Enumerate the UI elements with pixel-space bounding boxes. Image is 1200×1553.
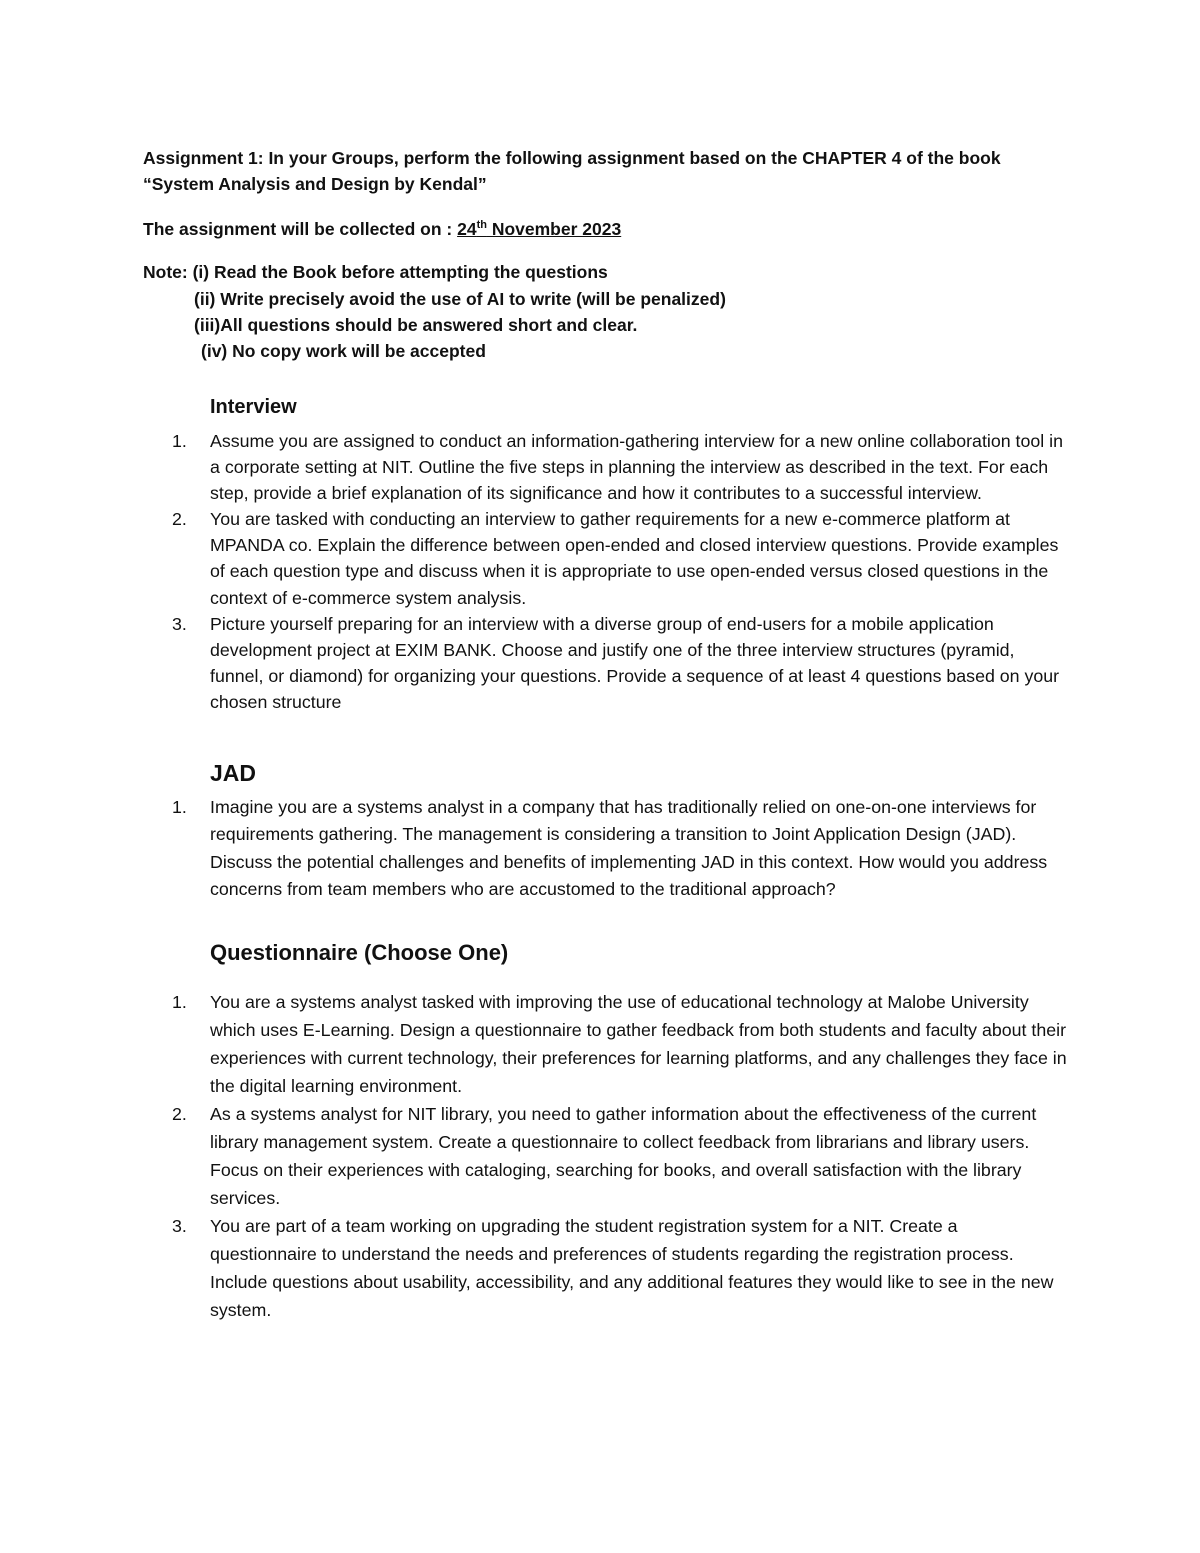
note-4: (iv) No copy work will be accepted	[201, 341, 486, 361]
collection-date-day: 24	[457, 219, 477, 239]
collection-date-rest: November 2023	[486, 219, 622, 239]
list-item	[172, 988, 1067, 1100]
note-3: (iii)All questions should be answered short and clear.	[194, 315, 638, 335]
list-item-number: 2.	[172, 509, 187, 530]
list-item	[172, 428, 1067, 506]
note-2: (ii) Write precisely avoid the use of AI to write (will be penalized)	[194, 289, 726, 309]
list-item	[172, 794, 1067, 904]
list-item-text: Assume you are assigned to conduct an information-gathering interview for a new online collaboration tool in a corporate setting at NIT. Outline the five steps in planning the interview as described in the text. For each step, provide a brief explanation of its significance and how it contributes to a successful interview.	[210, 431, 1064, 504]
list-item	[172, 506, 1067, 610]
list-item-number: 1.	[172, 431, 187, 451]
list-item	[172, 611, 1067, 715]
section-heading-interview: Interview	[210, 396, 297, 418]
list-item-number: 1.	[172, 797, 187, 817]
section-heading-jad: JAD	[210, 760, 257, 786]
list-item	[172, 1100, 1067, 1212]
section-heading-questionnaire: Questionnaire (Choose One)	[210, 940, 509, 965]
list-item-text: You are tasked with conducting an interview to gather requirements for a new e-commerce platform at MPANDA co. Explain the difference between open-ended and closed interview questions. Provide examples of each question type and discuss when it is appropriate to use open-ended versus closed questions in the context of e-commerce system analysis.	[210, 509, 1059, 608]
note-1: Note: (i) Read the Book before attempting the questions	[143, 262, 608, 282]
list-item	[172, 1212, 1067, 1324]
interview-question-list	[172, 428, 1067, 715]
list-item-number: 1.	[172, 992, 187, 1012]
collection-date-suffix: th	[476, 219, 487, 232]
list-item-number: 3.	[172, 613, 187, 634]
list-item-number: 3.	[172, 1216, 187, 1236]
assignment-title	[143, 145, 1083, 197]
list-item-number: 2.	[172, 1104, 187, 1124]
questionnaire-question-list	[172, 988, 1067, 1324]
list-item-text: Imagine you are a systems analyst in a company that has traditionally relied on one-on-one interviews for requirements gathering. The management is considering a transition to Joint Application Design (JAD). Discuss the potential challenges and benefits of implementing JAD in this context. How would you address concerns from team members who are accustomed to the traditional approach?	[210, 797, 1048, 900]
assignment-title-line1: Assignment 1: In your Groups, perform the following assignment based on the CHAPTER 4 of the book	[143, 148, 1001, 168]
list-item-text: You are part of a team working on upgrading the student registration system for a NIT. Create a questionnaire to understand the needs and preferences of students regarding the registration process. Include questions about usability, accessibility, and any additional features they would like to see in the new system.	[210, 1216, 1054, 1320]
list-item-text: As a systems analyst for NIT library, you need to gather information about the effectiveness of the current library management system. Create a questionnaire to collect feedback from librarians and library users. Focus on their experiences with cataloging, searching for books, and overall satisfaction with the library services.	[210, 1104, 1037, 1208]
list-item-text: You are a systems analyst tasked with improving the use of educational technology at Malobe University which uses E-Learning. Design a questionnaire to gather feedback from both students and faculty about their experiences with current technology, their preferences for learning platforms, and any challenges they face in the digital learning environment.	[210, 992, 1067, 1096]
jad-question-list	[172, 794, 1067, 904]
assignment-title-line2: “System Analysis and Design by Kendal”	[143, 174, 487, 194]
list-item-text: Picture yourself preparing for an interview with a diverse group of end-users for a mobile application development project at EXIM BANK. Choose and justify one of the three interview structures (pyramid, funnel, or diamond) for organizing your questions. Provide a sequence of at least 4 questions based on your chosen structure	[210, 613, 1060, 712]
collection-date-prefix: The assignment will be collected on :	[143, 219, 458, 239]
collection-date-line	[143, 216, 1083, 242]
collection-date	[457, 219, 621, 239]
